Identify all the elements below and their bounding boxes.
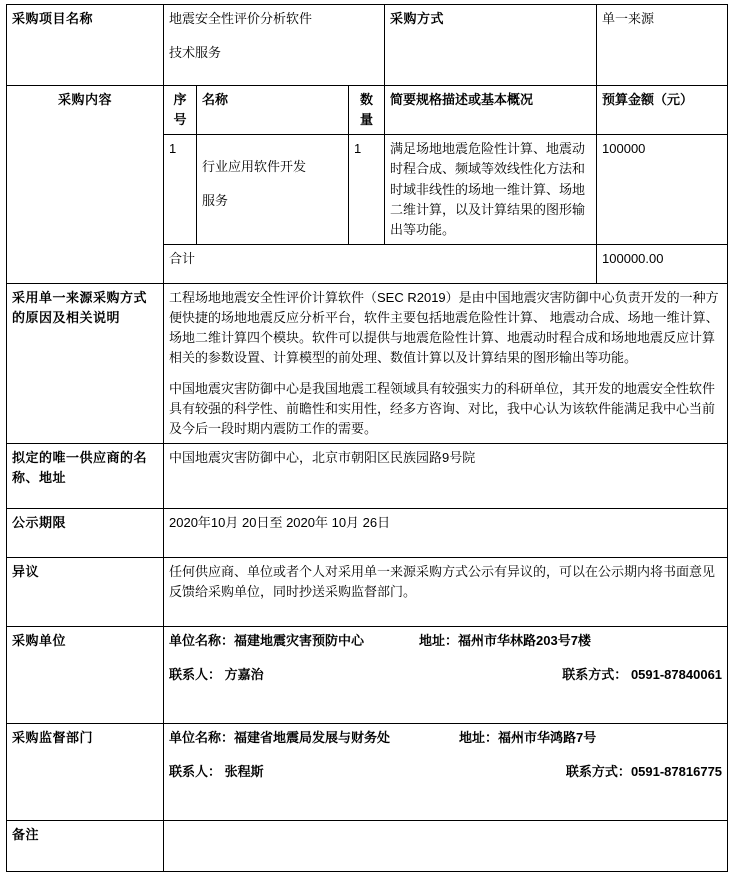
value-project-name [164,5,385,86]
buyer-contact-group [169,665,264,685]
buyer-unit-name-group [169,631,419,651]
value-objection: 任何供应商、单位或者个人对采用单一来源采购方式公示有异议的，可以在公示期内将书面意见反馈给采购单位，同时抄送采购监督部门。 [164,557,728,626]
label-purchase-method: 采购方式 [385,5,597,86]
project-name-line2: 技术服务 [169,45,222,61]
item-name-line2: 服务 [202,193,229,209]
reason-paragraph-1: 工程场地地震安全性评价计算软件（SEC R2019）是由中国地震灾害防御中心负责开发的一种方便快捷的场地地震反应分析平台，软件主要包括地震危险性计算、 地震动合成、场地一维计算、场地二维计算四个模块。软件可以提供与地震危险性计算、地震动时程合成和场地地震反应计算相关的参数设置、计算模型的前处理、数值计算以及计算结果的图形输出等功能。 [169,289,719,366]
reason-paragraph-2: 中国地震灾害防御中心是我国地震工程领域具有较强实力的科研单位，其开发的地震安全性软件具有较强的科学性、前瞻性和实用性，经多方咨询、对比，我中心认为该软件能满足我中心当前及今后一段时期内震防工作的需要。 [169,380,716,436]
item-name-line1: 行业应用软件开发 [202,159,307,175]
table-row-buyer [7,626,728,723]
buyer-unit-name-value: 福建地震灾害预防中心 [234,632,365,648]
project-name-line1: 地震安全性评价分析软件 [169,11,313,26]
supervisor-phone-label: 联系方式： [565,764,631,780]
table-row-remark [7,820,728,871]
buyer-contact-row [169,665,722,685]
col-header-index: 序号 [164,86,197,135]
label-single-source-reason: 采用单一来源采购方式的原因及相关说明 [7,283,164,443]
buyer-phone-label: 联系方式： [562,667,628,683]
cell-item-spec: 满足场地地震危险性计算、地震动时程合成、频域等效线性化方法和时域非线性的场地一维计算、场地二维计算，以及计算结果的图形输出等功能。 [385,135,597,245]
value-supplier: 中国地震灾害防御中心，北京市朝阳区民族园路9号院 [164,443,728,508]
cell-total-value: 100000.00 [597,244,728,283]
table-row-project-name [7,5,728,86]
buyer-unit-row [169,631,722,651]
buyer-unit-name-label: 单位名称： [169,632,235,648]
label-supervisor-department: 采购监督部门 [7,723,164,820]
supervisor-contact-group [169,762,264,782]
value-purchase-method: 单一来源 [597,5,728,86]
value-remark [164,820,728,871]
supervisor-unit-name-group [169,728,459,748]
supervisor-contact-label: 联系人： [169,764,222,780]
cell-item-budget: 100000 [597,135,728,245]
label-supplier: 拟定的唯一供应商的名称、地址 [7,443,164,508]
value-single-source-reason [164,283,728,443]
table-row-content-header [7,86,728,135]
value-buyer-unit [164,626,728,723]
supervisor-contact-value: 张程斯 [224,764,264,780]
supervisor-phone-group [566,762,722,782]
supervisor-unit-name-label: 单位名称： [169,729,235,745]
table-row-publicity-period [7,508,728,557]
table-row-supervisor [7,723,728,820]
label-publicity-period: 公示期限 [7,508,164,557]
supervisor-address-label: 地址： [459,729,499,745]
cell-item-name [197,135,349,245]
supervisor-address-value: 福州市华鸿路7号 [498,729,597,745]
cell-total-label: 合计 [164,244,597,283]
col-header-name: 名称 [197,86,349,135]
supervisor-address-group [459,728,596,748]
supervisor-contact-row [169,762,722,782]
value-publicity-period: 2020年10月 20日至 2020年 10月 26日 [164,508,728,557]
buyer-address-label: 地址： [419,632,459,648]
buyer-phone-group [562,665,722,685]
buyer-address-value: 福州市华林路203号7楼 [458,632,591,648]
value-supervisor-department [164,723,728,820]
supervisor-phone-value: 0591-87816775 [630,764,723,780]
table-row-objection [7,557,728,626]
buyer-contact-label: 联系人： [169,667,222,683]
supervisor-unit-row [169,728,722,748]
label-purchase-content: 采购内容 [7,86,164,284]
procurement-announcement-table [6,4,728,872]
label-objection: 异议 [7,557,164,626]
buyer-phone-value: 0591-87840061 [630,667,723,683]
buyer-contact-value: 方嘉治 [224,667,264,683]
table-row-reason [7,283,728,443]
col-header-qty: 数量 [349,86,385,135]
cell-item-qty: 1 [349,135,385,245]
table-row-supplier [7,443,728,508]
cell-item-index: 1 [164,135,197,245]
supervisor-unit-name-value: 福建省地震局发展与财务处 [234,729,391,745]
label-project-name: 采购项目名称 [7,5,164,86]
label-remark: 备注 [7,820,164,871]
label-buyer-unit: 采购单位 [7,626,164,723]
col-header-spec: 简要规格描述或基本概况 [385,86,597,135]
col-header-budget: 预算金额（元） [597,86,728,135]
buyer-address-group [419,631,591,651]
